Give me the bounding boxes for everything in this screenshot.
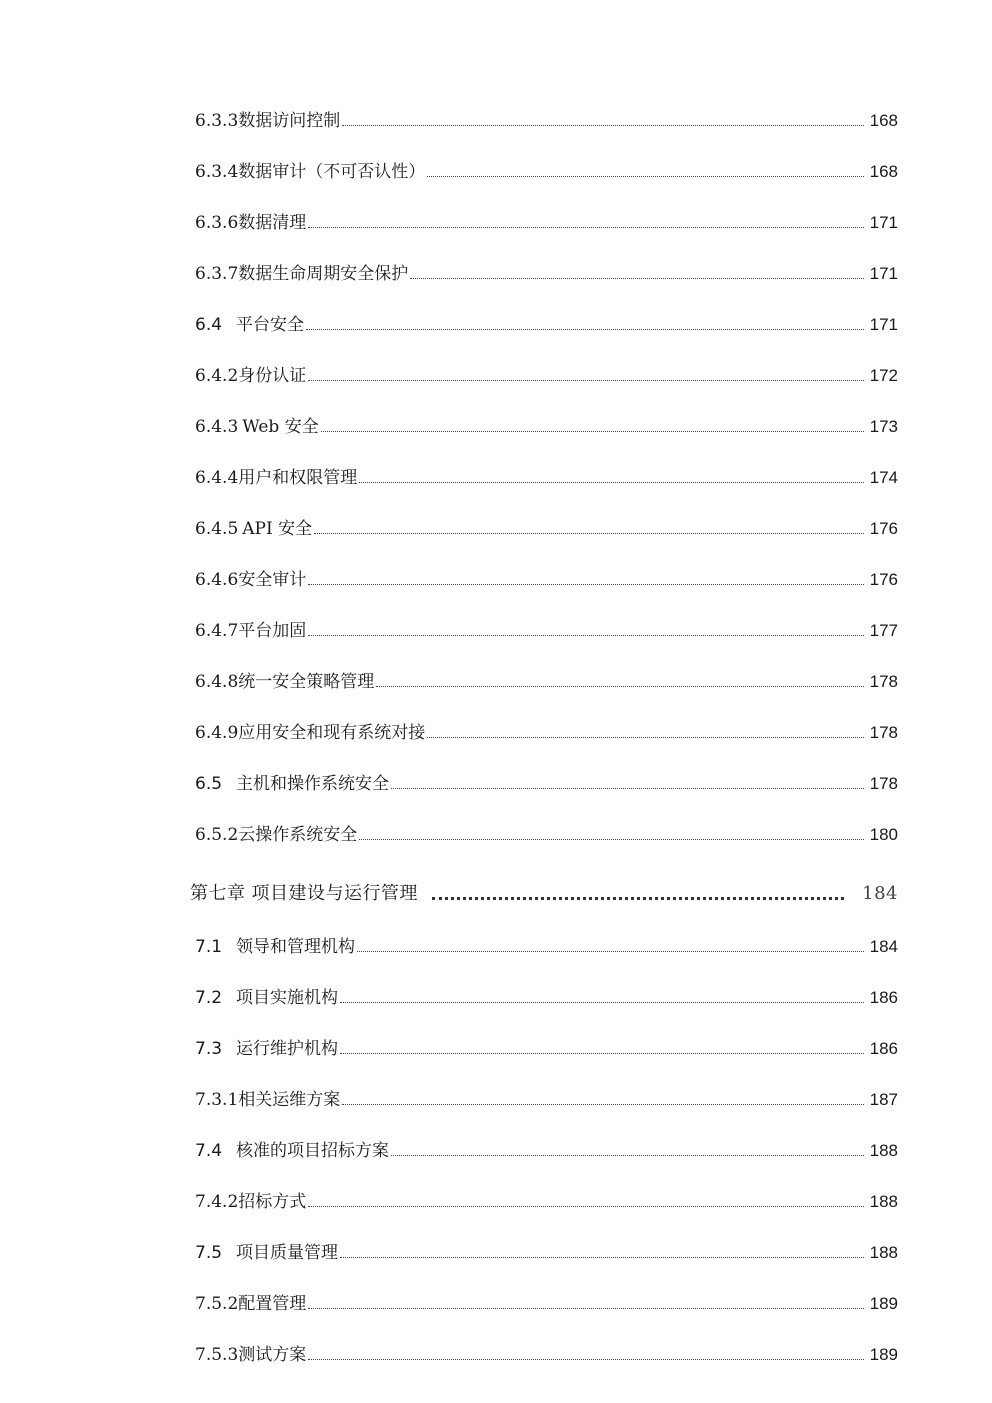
toc-entry-number: 6.5 [195,774,223,794]
toc-entry-title: 主机和操作系统安全 [236,774,390,794]
toc-entry-page: 176 [869,519,898,538]
toc-entry-title: 项目质量管理 [236,1243,339,1263]
toc-entry-title: 领导和管理机构 [236,937,356,957]
toc-entry-7-1[interactable] [195,926,898,958]
toc-entry-6-3-4[interactable] [195,151,898,183]
toc-entry-page: 168 [869,162,898,181]
toc-entry-title: 安全审计 [238,570,307,590]
toc-entry-page: 188 [869,1192,898,1211]
toc-entry-page: 180 [869,825,898,844]
toc-entry-6-4[interactable] [195,304,898,336]
toc-entry-page: 178 [869,774,898,793]
toc-entry-7-5[interactable] [195,1232,898,1264]
toc-entry-page: 184 [869,937,898,956]
toc-entry-page: 171 [869,264,898,283]
toc-entry-number: 7.3.1 [195,1090,239,1110]
toc-entry-title: 云操作系统安全 [238,825,358,845]
toc-entry-6-4-9[interactable] [195,712,898,744]
dot-leader [308,1359,864,1360]
toc-entry-number: 6.4.6 [195,570,239,590]
toc-entry-number: 6.3.4 [195,162,239,182]
toc-entry-number: 7.5.3 [195,1345,239,1365]
toc-entry-number: 6.4.3 [195,417,239,437]
toc-entry-page: 188 [869,1141,898,1160]
toc-entry-title: 核准的项目招标方案 [236,1141,390,1161]
toc-entry-page: 189 [869,1294,898,1313]
toc-entry-7-4[interactable] [195,1130,898,1162]
toc-entry-page: 189 [869,1345,898,1364]
dot-leader [321,431,864,432]
dot-leader [427,176,864,177]
toc-entry-7-5-3[interactable] [195,1334,898,1366]
toc-entry-page: 184 [862,883,898,904]
toc-entry-title: 测试方案 [238,1345,307,1365]
dot-leader [391,788,864,789]
toc-entry-title: 招标方式 [238,1192,307,1212]
toc-entry-7-3-1[interactable] [195,1079,898,1111]
toc-entry-number: 6.4.2 [195,366,239,386]
toc-entry-6-4-5[interactable] [195,508,898,540]
dot-leader [391,1155,864,1156]
toc-entry-title: 运行维护机构 [236,1039,339,1059]
dot-leader [306,329,864,330]
toc-entry-title: 统一安全策略管理 [238,672,375,692]
toc-entry-6-5[interactable] [195,763,898,795]
toc-entry-page: 177 [869,621,898,640]
toc-entry-number: 7.4 [195,1141,223,1161]
toc-entry-number: 7.2 [195,988,223,1008]
toc-entry-title: 用户和权限管理 [238,468,358,488]
toc-entry-7-3[interactable] [195,1028,898,1060]
dot-leader [340,1002,864,1003]
dot-leader [357,951,864,952]
toc-entry-number: 6.5.2 [195,825,239,845]
dot-leader [342,125,864,126]
toc-entry-number: 7.5.2 [195,1294,239,1314]
toc-entry-page: 188 [869,1243,898,1262]
toc-entry-number: 7.5 [195,1243,223,1263]
dot-leader [308,1206,864,1207]
dot-leader [314,533,864,534]
toc-entry-title: 项目建设与运行管理 [251,883,418,904]
toc-entry-page: 187 [869,1090,898,1109]
dot-leader [432,897,844,900]
toc-entry-7-5-2[interactable] [195,1283,898,1315]
toc-entry-title: 平台加固 [238,621,307,641]
toc-entry-6-3-7[interactable] [195,253,898,285]
dot-leader [340,1053,864,1054]
toc-entry-chapter-7[interactable] [190,873,898,905]
toc-entry-6-4-6[interactable] [195,559,898,591]
toc-entry-page: 178 [869,672,898,691]
toc-entry-number: 6.4.5 [195,519,239,539]
toc-entry-title: 应用安全和现有系统对接 [238,723,426,743]
toc-entry-title: 项目实施机构 [236,988,339,1008]
toc-entry-number: 6.4.7 [195,621,239,641]
toc-entry-number: 6.4 [195,315,223,335]
dot-leader [359,839,864,840]
toc-entry-page: 186 [869,988,898,1007]
toc-entry-title: Web 安全 [242,417,319,437]
dot-leader [308,227,864,228]
toc-entry-number: 7.3 [195,1039,223,1059]
toc-entry-title: 身份认证 [238,366,307,386]
toc-entry-number: 第七章 [190,883,246,904]
toc-entry-number: 6.3.7 [195,264,239,284]
toc-entry-7-4-2[interactable] [195,1181,898,1213]
toc-entry-6-4-3[interactable] [195,406,898,438]
toc-entry-6-4-4[interactable] [195,457,898,489]
toc-entry-page: 171 [869,315,898,334]
toc-entry-number: 6.4.4 [195,468,239,488]
toc-entry-page: 186 [869,1039,898,1058]
dot-leader [342,1104,864,1105]
toc-entry-title: 相关运维方案 [238,1090,341,1110]
toc-entry-number: 6.3.3 [195,111,239,131]
toc-entry-6-4-2[interactable] [195,355,898,387]
toc-entry-page: 178 [869,723,898,742]
toc-entry-6-3-3[interactable] [195,100,898,132]
dot-leader [308,1308,864,1309]
toc-entry-title: 配置管理 [238,1294,307,1314]
dot-leader [359,482,864,483]
toc-entry-title: 数据访问控制 [238,111,341,131]
toc-entry-title: 数据生命周期安全保护 [238,264,409,284]
toc-entry-page: 176 [869,570,898,589]
dot-leader [308,380,864,381]
toc-entry-title: 数据清理 [238,213,307,233]
toc-entry-page: 168 [869,111,898,130]
toc-entry-number: 6.4.8 [195,672,239,692]
dot-leader [340,1257,864,1258]
toc-entry-7-2[interactable] [195,977,898,1009]
toc-entry-page: 173 [869,417,898,436]
toc-entry-6-3-6[interactable] [195,202,898,234]
dot-leader [376,686,864,687]
toc-entry-number: 6.4.9 [195,723,239,743]
dot-leader [427,737,864,738]
toc-entry-6-4-8[interactable] [195,661,898,693]
toc-entry-number: 6.3.6 [195,213,239,233]
toc-entry-title: 数据审计（不可否认性） [238,162,426,182]
toc-entry-page: 172 [869,366,898,385]
dot-leader [308,635,864,636]
toc-entry-number: 7.4.2 [195,1192,239,1212]
dot-leader [308,584,864,585]
dot-leader [410,278,864,279]
toc-entry-title: API 安全 [242,519,313,539]
toc-entry-number: 7.1 [195,937,223,957]
toc-entry-6-5-2[interactable] [195,814,898,846]
toc-entry-page: 171 [869,213,898,232]
toc-entry-page: 174 [869,468,898,487]
toc-entry-6-4-7[interactable] [195,610,898,642]
toc-entry-title: 平台安全 [236,315,305,335]
